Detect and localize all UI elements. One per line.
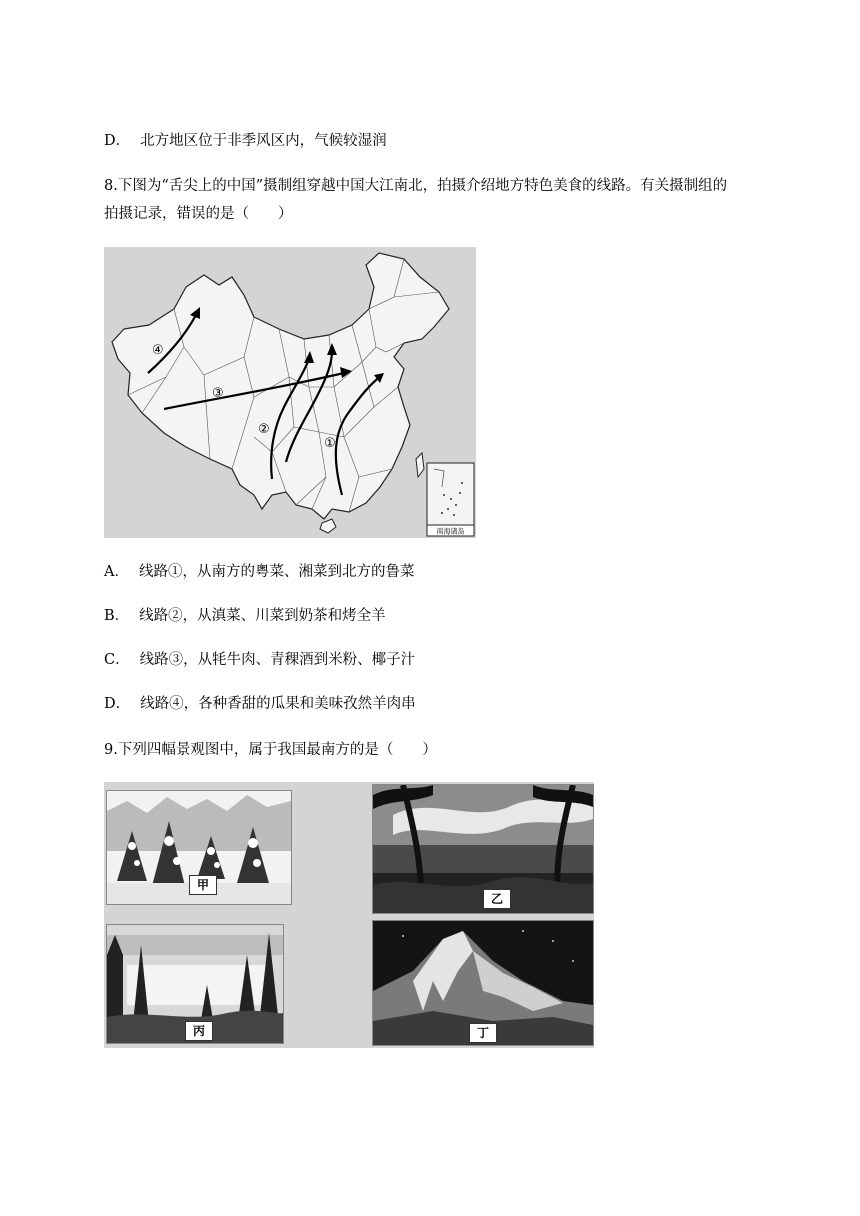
option-text: 北方地区位于非季风区内，气候较湿润	[140, 133, 387, 149]
q8-option-c	[104, 650, 415, 670]
q7-option-d	[104, 131, 387, 151]
q8-option-a	[104, 562, 414, 582]
option-letter: A．	[104, 564, 129, 580]
scene-label-bing: 丙	[185, 1021, 213, 1041]
scene-label-yi: 乙	[483, 889, 511, 909]
scene-yi	[372, 784, 594, 914]
option-text: 线路②，从滇菜、川菜到奶茶和烤全羊	[139, 608, 386, 624]
q8-stem-line-1: 8.下图为“舌尖上的中国”摄制组穿越中国大江南北，拍摄介绍地方特色美食的线路。有关摄制组的	[104, 178, 728, 194]
option-text: 线路①，从南方的粤菜、湘菜到北方的鲁菜	[138, 564, 415, 580]
q8-stem-line-2: 拍摄记录，错误的是（ ）	[104, 206, 293, 222]
hainan-island	[320, 519, 336, 533]
south-china-sea-inset	[427, 463, 474, 536]
route-1-label: ①	[324, 436, 336, 451]
scene-label-jia: 甲	[189, 875, 217, 895]
option-text: 线路③，从牦牛肉、青稞酒到米粉、椰子汁	[139, 652, 416, 668]
inset-label: 南海诸岛	[436, 527, 465, 536]
scene-jia	[106, 790, 292, 905]
route-2-label: ②	[258, 422, 270, 437]
landscape-scenes-figure	[104, 782, 594, 1048]
q9-stem: 9.下列四幅景观图中，属于我国最南方的是（ ）	[104, 742, 437, 758]
taiwan-island	[416, 453, 424, 477]
scene-bing	[106, 924, 284, 1044]
china-food-route-map	[104, 247, 476, 538]
option-letter: B．	[104, 608, 130, 624]
option-letter: D．	[104, 696, 131, 712]
q8-option-d	[104, 694, 416, 714]
option-letter: D．	[104, 133, 131, 149]
scene-ding	[372, 920, 594, 1046]
china-map-svg	[104, 247, 476, 538]
option-text: 线路④，各种香甜的瓜果和美味孜然羊肉串	[140, 696, 416, 712]
route-3-label: ③	[212, 386, 224, 401]
route-4-label: ④	[152, 343, 164, 358]
scene-label-ding: 丁	[469, 1023, 497, 1043]
option-letter: C．	[104, 652, 130, 668]
q8-option-b	[104, 606, 386, 626]
